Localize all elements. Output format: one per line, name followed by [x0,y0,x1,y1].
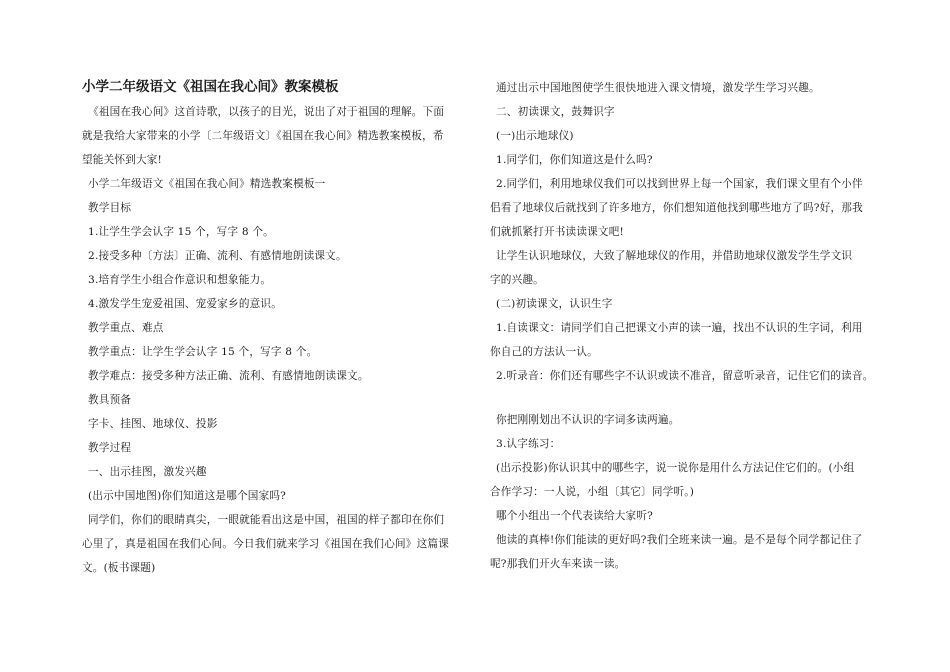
text-line: (二)初读课文，认识生字 [496,298,613,310]
text-line: 通过出示中国地图使学生很快地进入课文情境，激发学生学习兴趣。 [496,82,820,94]
text-line: 你把刚刚划出不认识的字词多读两遍。 [496,414,680,426]
text-line: 2.同学们，利用地球仪我们可以找到世界上每一个国家，我们课文里有个小伴 [496,178,863,190]
text-line: (出示投影)你认识其中的哪些字，说一说你是用什么方法记住它们的。(小组 [496,462,855,474]
text-line: 侣看了地球仪后就找到了许多地方，你们想知道他找到哪些地方了吗?好，那我 [490,202,863,214]
text-line: 1.让学生学会认字 15 个，写字 8 个。 [88,226,274,238]
paragraph-gap [490,388,885,408]
text-line: 他读的真棒!你们能读的更好吗?我们全班来读一遍。是不是每个同学都记住了 [496,534,863,546]
text-line: 字的兴趣。 [490,274,544,286]
text-line: 呢?那我们开火车来读一读。 [490,558,626,570]
text-line: 1.自读课文：请同学们自己把课文小声的读一遍，找出不认识的生字词，利用 [496,322,863,334]
text-line: 教学重点、难点 [88,322,164,334]
text-line: 一、出示挂图，激发兴趣 [88,466,207,478]
text-line: 同学们，你们的眼睛真尖，一眼就能看出这是中国，祖国的样子都印在你们 [88,514,445,526]
text-line: 4.激发学生宠爱祖国、宠爱家乡的意识。 [88,298,282,310]
text-line: 教学重点：让学生学会认字 15 个，写字 8 个。 [88,346,318,358]
right-column [490,76,885,576]
text-line: 心里了，真是祖国在我们心间。今日我们就来学习《祖国在我们心间》这篇课 [82,538,449,550]
text-line: 文。(板书课题) [82,562,156,574]
text-line: 就是我给大家带来的小学〔二年级语文〕《祖国在我心间》精选教案模板，希 [82,130,444,142]
text-line: 哪个小组出一个代表读给大家听? [496,510,653,522]
text-line: 3.培育学生小组合作意识和想象能力。 [88,274,272,286]
text-line: 字卡、挂图、地球仪、投影 [88,418,218,430]
text-line: 教学难点：接受多种方法正确、流利、有感情地朗读课文。 [88,370,369,382]
text-line: (出示中国地图)你们知道这是哪个国家吗? [88,490,287,502]
text-line: 教学过程 [88,442,132,454]
text-line: 二、初读课文，鼓舞识字 [496,106,615,118]
text-line: 教学目标 [88,202,132,214]
text-line: 2.听录音：你们还有哪些字不认识或读不准音，留意听录音，记住它们的读音。 [496,370,874,382]
left-column [82,76,460,580]
text-line: 教具预备 [88,394,132,406]
right-text-block [490,76,885,576]
text-line: 让学生认识地球仪，大致了解地球仪的作用，并借助地球仪激发学生学文识 [496,250,853,262]
text-line: 你自己的方法认一认。 [490,346,598,358]
text-line: 小学二年级语文《祖国在我心间》精选教案模板一 [88,178,326,190]
text-line: 合作学习：一人说，小组〔其它〕同学听。) [490,486,695,498]
text-line: 2.接受多种〔方法〕正确、流利、有感情地朗读课文。 [88,250,347,262]
text-line: 望能关怀到大家! [82,154,163,166]
text-line: 们就抓紧打开书读读课文吧! [490,226,624,238]
document-title: 小学二年级语文《祖国在我心间》教案模板 [82,79,339,95]
text-line: 《祖国在我心间》这首诗歌，以孩子的目光，说出了对于祖国的理解。下面 [88,106,445,118]
text-line: 1.同学们，你们知道这是什么吗? [496,154,653,166]
left-text-block [82,100,460,580]
text-line: 3.认字练习： [496,438,561,450]
text-line: (一)出示地球仪) [496,130,574,142]
